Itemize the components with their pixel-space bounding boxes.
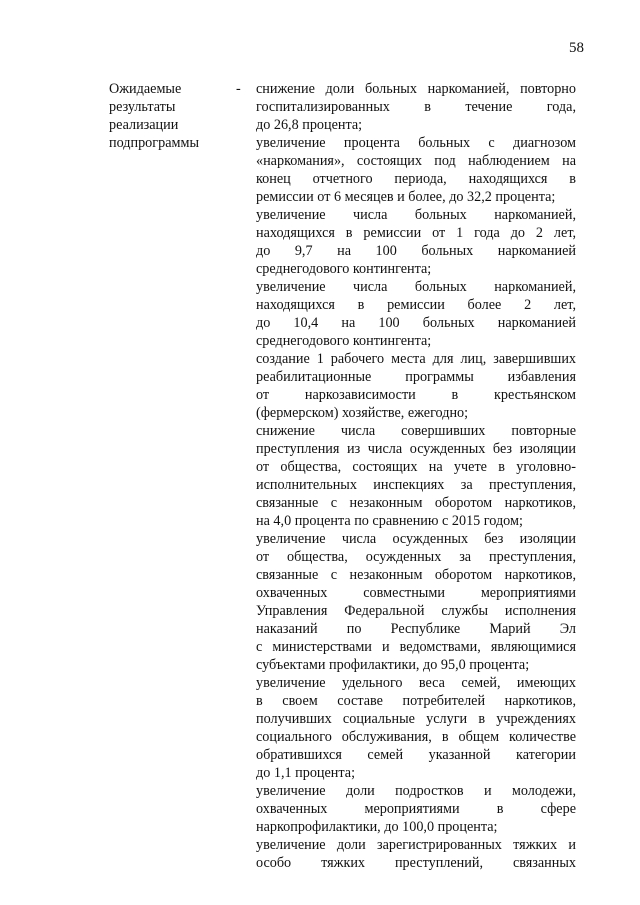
text-line: находящихся в ремиссии от 1 года до 2 лет, xyxy=(256,225,576,241)
label-line: подпрограммы xyxy=(109,135,199,151)
text-line: наказаний по Республике Марий Эл xyxy=(256,621,576,637)
text-line: от общества, состоящих на учете в уголовно- xyxy=(256,459,576,475)
text-line: увеличение числа больных наркоманией, xyxy=(256,279,576,295)
text-line: увеличение удельного веса семей, имеющих xyxy=(256,675,576,691)
text-line: госпитализированных в течение года, xyxy=(256,99,576,115)
text-line: снижение числа совершивших повторные xyxy=(256,423,576,439)
text-line: среднегодового контингента; xyxy=(256,261,432,277)
text-line: снижение доли больных наркоманией, повторно xyxy=(256,81,576,97)
label-dash: - xyxy=(236,81,241,97)
text-line: обратившихся семей указанной категории xyxy=(256,747,576,763)
page-number: 58 xyxy=(569,40,584,56)
text-line: до 9,7 на 100 больных наркоманией xyxy=(256,243,576,259)
text-line: исполнительных инспекциях за преступления, xyxy=(256,477,576,493)
text-line: увеличение процента больных с диагнозом xyxy=(256,135,576,151)
text-line: увеличение числа осужденных без изоляции xyxy=(256,531,576,547)
text-line: охваченных мероприятиями в сфере xyxy=(256,801,576,817)
text-line: социального обслуживания, в общем количестве xyxy=(256,729,576,745)
label-line: Ожидаемые xyxy=(109,81,182,97)
text-line: преступления из числа осужденных без изоляции xyxy=(256,441,576,457)
text-line: находящихся в ремиссии более 2 лет, xyxy=(256,297,576,313)
text-line: до 10,4 на 100 больных наркоманией xyxy=(256,315,576,331)
text-line: среднегодового контингента; xyxy=(256,333,432,349)
text-line: охваченных совместными мероприятиями xyxy=(256,585,576,601)
text-line: от общества, осужденных за преступления, xyxy=(256,549,576,565)
text-line: (фермерском) хозяйстве, ежегодно; xyxy=(256,405,469,421)
text-line: до 1,1 процента; xyxy=(256,765,356,781)
text-line: на 4,0 процента по сравнению с 2015 годом; xyxy=(256,513,523,529)
text-line: реабилитационные программы избавления xyxy=(256,369,576,385)
text-line: конец отчетного периода, находящихся в xyxy=(256,171,576,187)
text-line: увеличение доли зарегистрированных тяжких и xyxy=(256,837,576,853)
text-line: получивших социальные услуги в учреждениях xyxy=(256,711,576,727)
label-line: результаты xyxy=(109,99,176,115)
text-line: связанные с незаконным оборотом наркотиков, xyxy=(256,495,576,511)
text-line: увеличение числа больных наркоманией, xyxy=(256,207,576,223)
text-line: с министерствами и ведомствами, являющимися xyxy=(256,639,576,655)
section-label xyxy=(109,80,229,152)
text-line: «наркомания», состоящих под наблюдением на xyxy=(256,153,576,169)
text-line: субъектами профилактики, до 95,0 процента; xyxy=(256,657,530,673)
label-line: реализации xyxy=(109,117,179,133)
text-line: ремиссии от 6 месяцев и более, до 32,2 процента; xyxy=(256,189,556,205)
expected-results-text xyxy=(256,80,576,872)
text-line: в своем составе потребителей наркотиков, xyxy=(256,693,576,709)
text-line: связанные с незаконным оборотом наркотиков, xyxy=(256,567,576,583)
text-line: Управления Федеральной службы исполнения xyxy=(256,603,576,619)
text-line: наркопрофилактики, до 100,0 процента; xyxy=(256,819,498,835)
text-line: до 26,8 процента; xyxy=(256,117,363,133)
text-line: от наркозависимости в крестьянском xyxy=(256,387,576,403)
text-line: создание 1 рабочего места для лиц, завершивших xyxy=(256,351,576,367)
text-line: увеличение доли подростков и молодежи, xyxy=(256,783,576,799)
text-line: особо тяжких преступлений, связанных xyxy=(256,855,576,871)
